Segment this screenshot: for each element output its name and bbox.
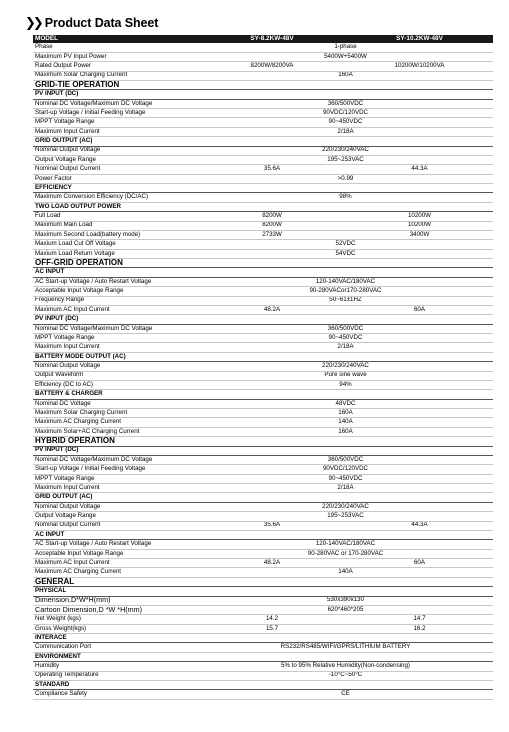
spec-label: Power Factor bbox=[33, 174, 198, 183]
table-row bbox=[33, 324, 493, 333]
spec-label: Maximum Second Load(battery mode) bbox=[33, 230, 198, 239]
spec-label: Nominal Output Voltage bbox=[33, 502, 198, 511]
spec-label: Start-up Voltage / Initial Feeding Voltage bbox=[33, 109, 198, 118]
spec-label: Output Voltage Range bbox=[33, 512, 198, 521]
spec-value: -10°C~50°C bbox=[198, 671, 493, 680]
spec-value: 90~450VDC bbox=[198, 334, 493, 343]
spec-label: Maximum Solar Charging Current bbox=[33, 71, 198, 80]
section-heading: GENERAL bbox=[33, 577, 493, 586]
spec-label: Maxium Load Cut Off Voltage bbox=[33, 240, 198, 249]
spec-value-model-b: 14.7 bbox=[346, 615, 493, 624]
table-row bbox=[33, 109, 493, 118]
subsection-heading-row bbox=[33, 446, 493, 455]
spec-value: 120-140VAC/180VAC bbox=[198, 277, 493, 286]
table-row bbox=[33, 484, 493, 493]
spec-label: Maximum Solar Charging Current bbox=[33, 409, 198, 418]
spec-value-model-b: 10200W bbox=[346, 221, 493, 230]
table-row bbox=[33, 596, 493, 605]
spec-value-model-a: 2733W bbox=[198, 230, 346, 239]
spec-label: Maximum Main Load bbox=[33, 221, 198, 230]
spec-value: 5% to 95% Relative Humidity(Non-condensing) bbox=[198, 662, 493, 671]
spec-value: 2/18A bbox=[198, 484, 493, 493]
spec-label: Net Weight (kgs) bbox=[33, 615, 198, 624]
spec-value: 94% bbox=[198, 380, 493, 389]
subsection-heading-row bbox=[33, 315, 493, 324]
product-data-table bbox=[33, 35, 493, 700]
subsection-heading: BATTERY & CHARGER bbox=[33, 390, 493, 399]
subsection-heading-row bbox=[33, 90, 493, 99]
table-row bbox=[33, 343, 493, 352]
table-row bbox=[33, 174, 493, 183]
spec-value: 220/230/240VAC bbox=[198, 502, 493, 511]
spec-label: Maximum AC Charging Current bbox=[33, 418, 198, 427]
spec-label: Maximum AC Input Current bbox=[33, 305, 198, 314]
table-row bbox=[33, 249, 493, 258]
table-row bbox=[33, 52, 493, 61]
spec-value-model-a: 15.7 bbox=[198, 624, 346, 633]
spec-value: 120-140VAC/180VAC bbox=[198, 540, 493, 549]
spec-value: 90-280VACor170-280VAC bbox=[198, 287, 493, 296]
table-row bbox=[33, 43, 493, 52]
table-row bbox=[33, 287, 493, 296]
spec-label: Maximum Input Current bbox=[33, 343, 198, 352]
spec-label: Maximum AC Charging Current bbox=[33, 568, 198, 577]
spec-value: 98% bbox=[198, 193, 493, 202]
table-row bbox=[33, 305, 493, 314]
subsection-heading-row bbox=[33, 587, 493, 596]
spec-label: MPPT Voltage Range bbox=[33, 334, 198, 343]
spec-value-model-b: 60A bbox=[346, 305, 493, 314]
spec-value: 50~61±1HZ bbox=[198, 296, 493, 305]
table-row bbox=[33, 212, 493, 221]
spec-value: 195~253VAC bbox=[198, 155, 493, 164]
subsection-heading-row bbox=[33, 530, 493, 539]
spec-value: 160A bbox=[198, 427, 493, 436]
subsection-heading: PV INPUT (DC) bbox=[33, 446, 493, 455]
table-row bbox=[33, 474, 493, 483]
spec-label: Maximum Solar+AC Charging Current bbox=[33, 427, 198, 436]
table-row bbox=[33, 146, 493, 155]
table-row bbox=[33, 624, 493, 633]
subsection-heading: PV INPUT (DC) bbox=[33, 90, 493, 99]
table-row bbox=[33, 155, 493, 164]
spec-value: 2/18A bbox=[198, 127, 493, 136]
spec-value: 140A bbox=[198, 568, 493, 577]
spec-label: Compliance Safety bbox=[33, 690, 198, 699]
spec-value: 90VDC/120VDC bbox=[198, 109, 493, 118]
table-row bbox=[33, 277, 493, 286]
model-a-header: SY-8.2KW-48V bbox=[198, 35, 346, 43]
spec-label: Efficiency (DC to AC) bbox=[33, 380, 198, 389]
spec-value: 48VDC bbox=[198, 399, 493, 408]
spec-value-model-b: 60A bbox=[346, 559, 493, 568]
spec-label: Maxium Load Return Voltage bbox=[33, 249, 198, 258]
subsection-heading-row bbox=[33, 493, 493, 502]
spec-label: Maximum Input Current bbox=[33, 127, 198, 136]
table-row bbox=[33, 71, 493, 80]
spec-value: 2/18A bbox=[198, 343, 493, 352]
section-heading-row bbox=[33, 259, 493, 268]
spec-label: Nominal Output Current bbox=[33, 165, 198, 174]
double-chevron-right-icon: ❯❯ bbox=[25, 15, 41, 30]
spec-label: Nominal Output Voltage bbox=[33, 362, 198, 371]
table-row bbox=[33, 465, 493, 474]
spec-value: 90VDC/120VDC bbox=[198, 465, 493, 474]
subsection-heading: EFFICIENCY bbox=[33, 184, 493, 193]
spec-value: 90-280VAC or 170-280VAC bbox=[198, 549, 493, 558]
spec-label: Gross Weight(kgs) bbox=[33, 624, 198, 633]
spec-value-model-a: 48.2A bbox=[198, 559, 346, 568]
spec-label: Output Waveform bbox=[33, 371, 198, 380]
subsection-heading-row bbox=[33, 137, 493, 146]
subsection-heading-row bbox=[33, 352, 493, 361]
section-heading: HYBRID OPERATION bbox=[33, 437, 493, 446]
subsection-heading: AC INPUT bbox=[33, 530, 493, 539]
section-heading-row bbox=[33, 437, 493, 446]
table-row bbox=[33, 62, 493, 71]
spec-value: 360/500VDC bbox=[198, 99, 493, 108]
subsection-heading: PHYSICAL bbox=[33, 587, 493, 596]
table-row bbox=[33, 362, 493, 371]
spec-value-model-a: 8200W bbox=[198, 221, 346, 230]
spec-value: 360/500VDC bbox=[198, 455, 493, 464]
spec-label: Operating Temperature bbox=[33, 671, 198, 680]
table-row bbox=[33, 399, 493, 408]
spec-label: Start-up Voltage / Initial Feeding Voltage bbox=[33, 465, 198, 474]
spec-label: Nominal Output Voltage bbox=[33, 146, 198, 155]
spec-value: CE bbox=[198, 690, 493, 699]
spec-label: Phase bbox=[33, 43, 198, 52]
model-header-label: MODEL bbox=[33, 35, 198, 43]
spec-label: Nominal DC Voltage/Maximum DC Voltage bbox=[33, 455, 198, 464]
spec-value: 195~253VAC bbox=[198, 512, 493, 521]
page-title-text: Product Data Sheet bbox=[44, 16, 159, 30]
spec-value: Pure sine wave bbox=[198, 371, 493, 380]
spec-label: MPPT Voltage Range bbox=[33, 474, 198, 483]
spec-value-model-a: 35.6A bbox=[198, 521, 346, 530]
subsection-heading-row bbox=[33, 202, 493, 211]
spec-value: 90~450VDC bbox=[198, 474, 493, 483]
spec-value-model-b: 10200W bbox=[346, 212, 493, 221]
spec-value: 360/500VDC bbox=[198, 324, 493, 333]
spec-label: Maximum Input Current bbox=[33, 484, 198, 493]
subsection-heading: INTERACE bbox=[33, 634, 493, 643]
table-row bbox=[33, 568, 493, 577]
spec-label: Maximum AC Input Current bbox=[33, 559, 198, 568]
table-header-row bbox=[33, 35, 493, 43]
table-row bbox=[33, 540, 493, 549]
table-row bbox=[33, 371, 493, 380]
spec-label: Frequency Range bbox=[33, 296, 198, 305]
spec-label: Nominal Output Current bbox=[33, 521, 198, 530]
spec-label: Full Load bbox=[33, 212, 198, 221]
table-row bbox=[33, 615, 493, 624]
subsection-heading-row bbox=[33, 184, 493, 193]
spec-value: 52VDC bbox=[198, 240, 493, 249]
spec-value: 160A bbox=[198, 409, 493, 418]
table-row bbox=[33, 605, 493, 614]
subsection-heading-row bbox=[33, 680, 493, 689]
table-row bbox=[33, 409, 493, 418]
spec-value-model-b: 16.2 bbox=[346, 624, 493, 633]
spec-label: Maximum PV Input Power bbox=[33, 52, 198, 61]
spec-value: 90~450VDC bbox=[198, 118, 493, 127]
spec-value: 620*460*205 bbox=[198, 605, 493, 614]
spec-label: Acceptable Input Voltage Range bbox=[33, 549, 198, 558]
table-row bbox=[33, 643, 493, 652]
spec-value-model-a: 35.6A bbox=[198, 165, 346, 174]
table-row bbox=[33, 193, 493, 202]
spec-value: 54VDC bbox=[198, 249, 493, 258]
table-row bbox=[33, 334, 493, 343]
subsection-heading: GRID OUTPUT (AC) bbox=[33, 493, 493, 502]
table-row bbox=[33, 521, 493, 530]
section-heading: GRID-TIE OPERATION bbox=[33, 80, 493, 89]
spec-label: Communication Port bbox=[33, 643, 198, 652]
subsection-heading-row bbox=[33, 652, 493, 661]
subsection-heading: BATTERY MODE OUTPUT (AC) bbox=[33, 352, 493, 361]
spec-value-model-b: 44.3A bbox=[346, 165, 493, 174]
spec-value-model-b: 10200W/10200VA bbox=[346, 62, 493, 71]
subsection-heading: AC INPUT bbox=[33, 268, 493, 277]
table-row bbox=[33, 127, 493, 136]
table-row bbox=[33, 559, 493, 568]
spec-label: MPPT Voltage Range bbox=[33, 118, 198, 127]
spec-value: >0.99 bbox=[198, 174, 493, 183]
section-heading-row bbox=[33, 577, 493, 586]
table-row bbox=[33, 427, 493, 436]
table-row bbox=[33, 662, 493, 671]
table-row bbox=[33, 690, 493, 699]
spec-value-model-a: 8200W bbox=[198, 212, 346, 221]
spec-value-model-a: 14.2 bbox=[198, 615, 346, 624]
subsection-heading-row bbox=[33, 390, 493, 399]
table-row bbox=[33, 671, 493, 680]
spec-value-model-b: 3400W bbox=[346, 230, 493, 239]
spec-label: Humidity bbox=[33, 662, 198, 671]
spec-value-model-b: 44.3A bbox=[346, 521, 493, 530]
spec-value: 160A bbox=[198, 71, 493, 80]
table-row bbox=[33, 221, 493, 230]
subsection-heading: PV INPUT (DC) bbox=[33, 315, 493, 324]
spec-value-model-a: 48.2A bbox=[198, 305, 346, 314]
table-row bbox=[33, 455, 493, 464]
table-row bbox=[33, 512, 493, 521]
spec-label: Dimension,D*W*H(mm) bbox=[33, 596, 198, 605]
table-row bbox=[33, 380, 493, 389]
spec-label: Acceptable Input Voltage Range bbox=[33, 287, 198, 296]
spec-value: 220/230/240VAC bbox=[198, 362, 493, 371]
table-row bbox=[33, 165, 493, 174]
spec-label: Cartoon Dimension,D *W *H(mm) bbox=[33, 605, 198, 614]
spec-value-model-a: 8200W/8200VA bbox=[198, 62, 346, 71]
spec-value: 5400W+5400W bbox=[198, 52, 493, 61]
table-row bbox=[33, 99, 493, 108]
table-row bbox=[33, 240, 493, 249]
subsection-heading: STANDARD bbox=[33, 680, 493, 689]
table-row bbox=[33, 296, 493, 305]
subsection-heading-row bbox=[33, 268, 493, 277]
spec-value: 530x390x130 bbox=[198, 596, 493, 605]
subsection-heading-row bbox=[33, 634, 493, 643]
table-row bbox=[33, 549, 493, 558]
table-row bbox=[33, 502, 493, 511]
table-row bbox=[33, 118, 493, 127]
page-title bbox=[25, 13, 158, 33]
spec-value: 220/230/240VAC bbox=[198, 146, 493, 155]
spec-label: Nominal DC Voltage bbox=[33, 399, 198, 408]
spec-label: Maximum Conversion Efficiency (DC/AC) bbox=[33, 193, 198, 202]
spec-label: Output Voltage Range bbox=[33, 155, 198, 164]
spec-value: 1-phase bbox=[198, 43, 493, 52]
table-row bbox=[33, 418, 493, 427]
spec-label: Nominal DC Voltage/Maximum DC Voltage bbox=[33, 99, 198, 108]
subsection-heading: GRID OUTPUT (AC) bbox=[33, 137, 493, 146]
spec-value: RS232/RS485/WIFI/GPRS/LITHIUM BATTERY bbox=[198, 643, 493, 652]
model-b-header: SY-10.2KW-48V bbox=[346, 35, 493, 43]
subsection-heading: TWO LOAD OUTPUT POWER bbox=[33, 202, 493, 211]
spec-label: AC Start-up Voltage / Auto Restart Voltage bbox=[33, 277, 198, 286]
subsection-heading: ENVIRONMENT bbox=[33, 652, 493, 661]
section-heading-row bbox=[33, 80, 493, 89]
spec-label: AC Start-up Voltage / Auto Restart Voltage bbox=[33, 540, 198, 549]
section-heading: OFF-GRID OPERATION bbox=[33, 259, 493, 268]
spec-label: Nominal DC Voltage/Maximum DC Voltage bbox=[33, 324, 198, 333]
spec-label: Rated Output Power bbox=[33, 62, 198, 71]
table-row bbox=[33, 230, 493, 239]
spec-value: 140A bbox=[198, 418, 493, 427]
